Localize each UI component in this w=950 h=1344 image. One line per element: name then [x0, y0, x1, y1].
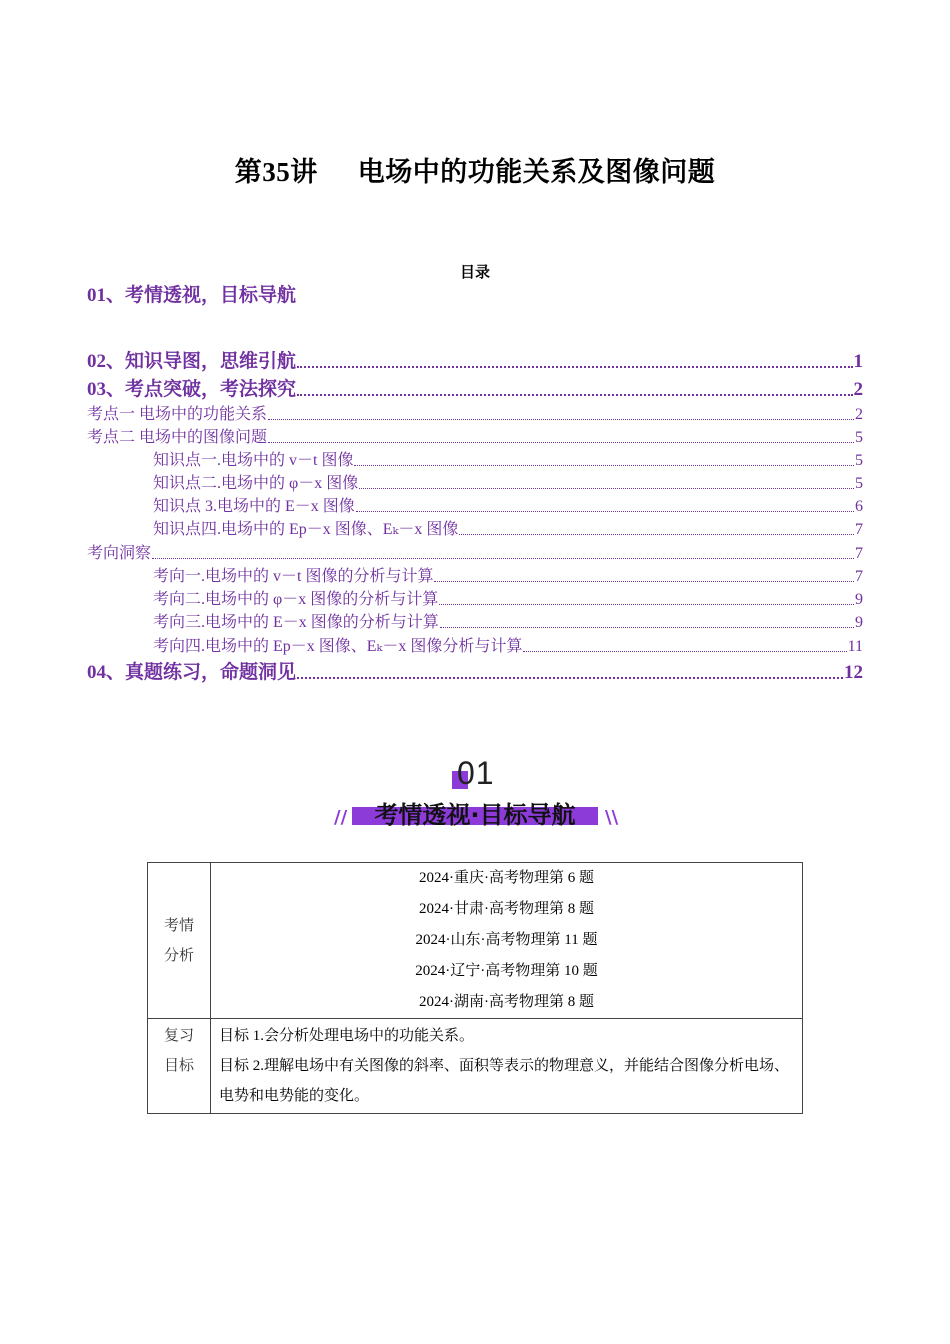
toc-entry-zhishi-4[interactable]: 知识点四.电场中的 Ep－x 图像、Eₖ－x 图像 7 — [153, 521, 863, 538]
lecture-number: 第35讲 — [234, 157, 318, 187]
exam-item: 2024·辽宁·高考物理第 10 题 — [415, 963, 598, 979]
table-row — [148, 1019, 803, 1114]
goal-item: 目标 2.理解电场中有关图像的斜率、面积等表示的物理意义，并能结合图像分析电场、电势和电势能的变化。 — [219, 1058, 790, 1104]
lecture-topic: 电场中的功能关系及图像问题 — [357, 157, 716, 187]
exam-list-cell — [211, 863, 803, 1019]
exam-item: 2024·山东·高考物理第 11 题 — [415, 932, 598, 948]
goal-cell — [211, 1019, 803, 1114]
exam-info-table — [147, 862, 803, 1114]
exam-item: 2024·甘肃·高考物理第 8 题 — [419, 901, 594, 917]
toc-entry-kaodian-1[interactable]: 考点一 电场中的功能关系 2 — [87, 406, 863, 423]
exam-item: 2024·湖南·高考物理第 8 题 — [419, 994, 594, 1010]
toc-entry-03[interactable]: 03、考点突破，考法探究 2 — [87, 379, 863, 400]
toc-entry-kaoxiang-2[interactable]: 考向二.电场中的 φ－x 图像的分析与计算 9 — [153, 591, 863, 608]
toc-entry-zhishi-2[interactable]: 知识点二.电场中的 φ－x 图像 5 — [153, 475, 863, 492]
toc-entry-kaoxiang-1[interactable]: 考向一.电场中的 v－t 图像的分析与计算 7 — [153, 568, 863, 585]
analysis-header-cell: 考情 分析 — [148, 863, 211, 1019]
goal-item: 目标 1.会分析处理电场中的功能关系。 — [219, 1028, 475, 1044]
toc-entry-zhishi-3[interactable]: 知识点 3.电场中的 E－x 图像 6 — [153, 498, 863, 515]
goal-header-cell: 复习 目标 — [148, 1019, 211, 1114]
toc-entry-kaoxiang-4[interactable]: 考向四.电场中的 Ep－x 图像、Eₖ－x 图像分析与计算 11 — [153, 638, 863, 655]
table-row — [148, 863, 803, 1019]
toc-entry-zhishi-1[interactable]: 知识点一.电场中的 v－t 图像 5 — [153, 452, 863, 469]
toc-entry-01[interactable]: 01、考情透视，目标导航 — [87, 285, 297, 306]
banner-left-mark: // — [334, 807, 348, 828]
document-title — [0, 150, 950, 189]
toc-entry-kaoxiang[interactable]: 考向洞察 7 — [87, 545, 863, 562]
toc-entry-04[interactable]: 04、真题练习，命题洞见 12 — [87, 662, 863, 683]
toc-entry-02[interactable]: 02、知识导图，思维引航 1 — [87, 351, 863, 372]
toc-entry-kaodian-2[interactable]: 考点二 电场中的图像问题 5 — [87, 429, 863, 446]
banner-right-mark: \\ — [605, 807, 619, 828]
banner-title: 考情透视·目标导航 — [374, 801, 576, 829]
toc-entry-kaoxiang-3[interactable]: 考向三.电场中的 E－x 图像的分析与计算 9 — [153, 614, 863, 631]
toc-heading: 目录 — [459, 265, 490, 281]
exam-item: 2024·重庆·高考物理第 6 题 — [419, 870, 594, 886]
banner-number: 01 — [457, 755, 495, 791]
section-banner — [330, 755, 620, 835]
